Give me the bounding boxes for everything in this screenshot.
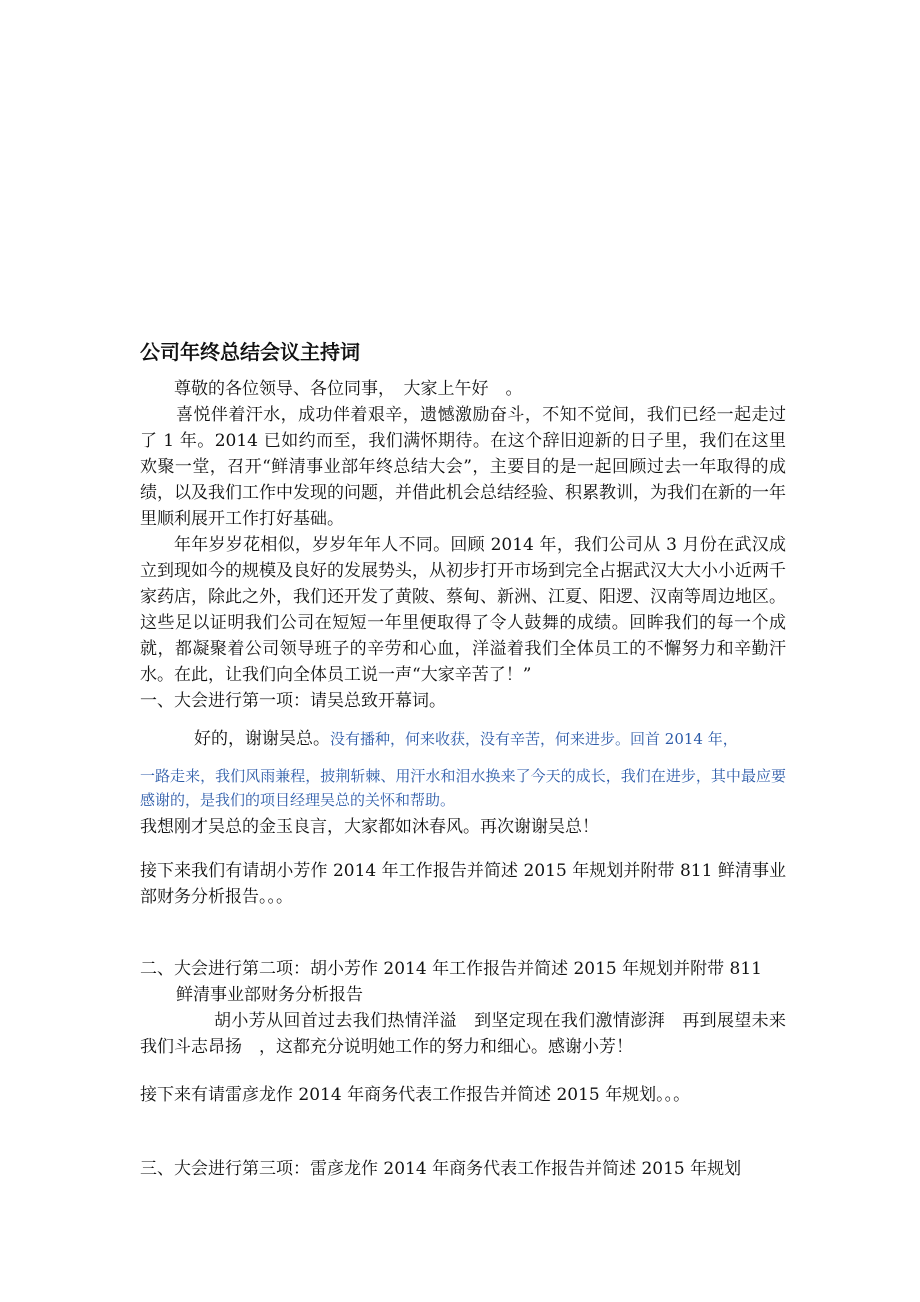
agenda-item-1: 一、大会进行第一项：请吴总致开幕词。 — [140, 691, 446, 711]
next-speaker-2: 接下来有请雷彦龙作 2014 年商务代表工作报告并简述 2015 年规划。。。 — [140, 1085, 691, 1105]
agenda-item-2-line1: 二、大会进行第二项：胡小芳作 2014 年工作报告并简述 2015 年规划并附带 811 — [140, 959, 762, 979]
thanks-blue-paragraph: 一路走来，我们风雨兼程，披荆斩棘、用汗水和泪水换来了今天的成长，我们在进步，其中最应要感谢的，是我们的项目经理吴总的关怀和帮助。 — [140, 767, 786, 809]
agenda-item-2-line2: 鲜清事业部财务分析报告 — [176, 985, 363, 1005]
next-speaker-1: 接下来我们有请胡小芳作 2014 年工作报告并简述 2015 年规划并附带 811 鲜清事业部财务分析报告。。。 — [140, 861, 786, 907]
review-paragraph: 年年岁岁花相似，岁岁年年人不同。回顾 2014 年，我们公司从 3 月份在武汉成立到现如今的规模及良好的发展势头，从初步打开市场到完全占据武汉大大小小近两千家药店，除此之外，我们还开发了黄陂、蔡甸、新洲、江夏、阳逻、汉南等周边地区。这些足以证明我们公司在短短一年里便取得了令人鼓舞的成绩。回眸我们的每一个成就，都凝聚着公司领导班子的辛劳和心血，洋溢着我们全体员工的不懈努力和辛勤汗水。在此，让我们向全体员工说一声“大家辛苦了！” — [140, 535, 786, 685]
opening-paragraph: 喜悦伴着汗水，成功伴着艰辛，遗憾激励奋斗，不知不觉间，我们已经一起走过了 1 年。2014 已如约而至，我们满怀期待。在这个辞旧迎新的日子里，我们在这里欢聚一堂，召开“鲜清事业部年终总结大会”，主要目的是一起回顾过去一年取得的成绩，以及我们工作中发现的问题，并借此机会总结经验、积累教训，为我们在新的一年里顺利展开工作打好基础。 — [140, 405, 786, 529]
document-title: 公司年终总结会议主持词 — [140, 340, 360, 364]
thanks-line-1-black: 好的，谢谢吴总。 — [194, 729, 330, 749]
thanks-line-1 — [140, 726, 840, 752]
agenda-item-3: 三、大会进行第三项：雷彦龙作 2014 年商务代表工作报告并简述 2015 年规划 — [140, 1159, 742, 1179]
greeting-line: 尊敬的各位领导、各位同事， 大家上午好 。 — [174, 379, 523, 399]
thanks-paragraph-2: 胡小芳从回首过去我们热情洋溢 到坚定现在我们激情澎湃 再到展望未来我们斗志昂扬 ，这都充分说明她工作的努力和细心。感谢小芳！ — [140, 1011, 786, 1057]
thanks-closing-line: 我想刚才吴总的金玉良言，大家都如沐春风。再次谢谢吴总！ — [140, 817, 599, 837]
thanks-line-1-blue: 没有播种，何来收获，没有辛苦，何来进步。回首 2014 年， — [330, 730, 738, 748]
